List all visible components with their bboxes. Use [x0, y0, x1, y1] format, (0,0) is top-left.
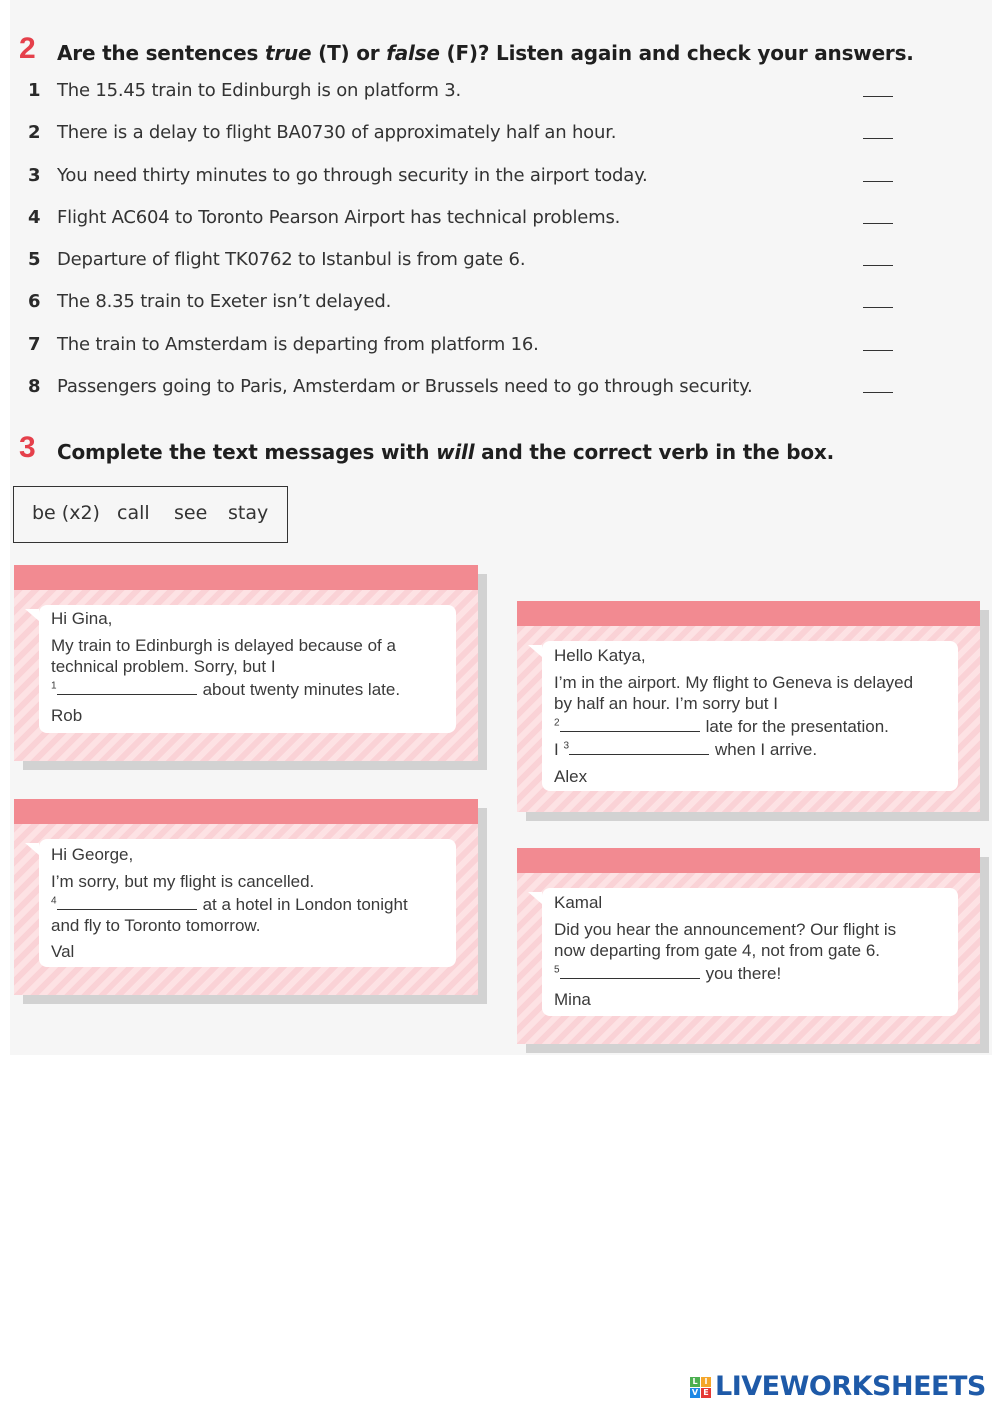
question-text: The 8.35 train to Exeter isn’t delayed. — [57, 291, 392, 312]
logo-letter: I — [701, 1377, 711, 1387]
question-row — [28, 291, 898, 321]
question-number: 3 — [28, 165, 41, 186]
exercise-2-instructions: Are the sentences true (T) or false (F)? Listen again and check your answers. — [57, 41, 914, 65]
message-text: you there! — [705, 964, 782, 983]
answer-blank[interactable] — [863, 223, 893, 224]
card-header-bar — [14, 565, 478, 590]
gap-number: 3 — [563, 740, 570, 752]
message-line: I’m sorry, but my flight is cancelled. — [51, 872, 315, 891]
exercise-3-number: 3 — [19, 431, 36, 464]
question-number: 8 — [28, 376, 41, 397]
message-signature: Rob — [51, 706, 83, 725]
gap-number: 4 — [51, 895, 57, 907]
message-bubble — [39, 839, 456, 967]
word-call: call — [117, 502, 150, 524]
answer-gap-5[interactable] — [560, 964, 700, 979]
message-greeting: Kamal — [554, 893, 603, 912]
question-number: 4 — [28, 207, 41, 228]
question-row — [28, 249, 898, 279]
question-number: 5 — [28, 249, 41, 270]
message-line: technical problem. Sorry, but I — [51, 657, 276, 676]
message-card-gina — [14, 565, 478, 761]
logo-letter: L — [690, 1377, 700, 1387]
message-card-george — [14, 799, 478, 995]
word-box — [13, 486, 288, 543]
question-row — [28, 122, 898, 152]
gap-line-5 — [554, 964, 781, 984]
gap-number: 1 — [51, 680, 57, 692]
question-row — [28, 334, 898, 364]
message-line: My train to Edinburgh is delayed because of a — [51, 636, 396, 655]
message-card-katya — [517, 601, 980, 812]
message-line: now departing from gate 4, not from gate 6. — [554, 941, 881, 960]
word-be: be (x2) — [32, 502, 100, 524]
message-text: late for the presentation. — [705, 717, 889, 736]
gap-line-2 — [554, 717, 889, 737]
card-header-bar — [517, 601, 980, 626]
answer-gap-4[interactable] — [57, 895, 197, 910]
question-text: Passengers going to Paris, Amsterdam or Brussels need to go through security. — [57, 376, 753, 397]
question-text: There is a delay to flight BA0730 of approximately half an hour. — [57, 122, 617, 143]
gap-line-1 — [51, 680, 400, 700]
message-line: and fly to Toronto tomorrow. — [51, 916, 261, 935]
question-text: Departure of flight TK0762 to Istanbul is from gate 6. — [57, 249, 526, 270]
question-number: 6 — [28, 291, 41, 312]
exercise-3-instructions: Complete the text messages with will and the correct verb in the box. — [57, 440, 835, 464]
question-row — [28, 376, 898, 406]
message-text: at a hotel in London tonight — [202, 895, 408, 914]
message-text: about twenty minutes late. — [202, 680, 401, 699]
question-number: 1 — [28, 80, 41, 101]
message-greeting: Hello Katya, — [554, 646, 646, 665]
answer-blank[interactable] — [863, 392, 893, 393]
logo-letter: V — [691, 1388, 699, 1397]
message-bubble — [542, 641, 958, 791]
gap-line-4 — [51, 895, 408, 915]
answer-gap-1[interactable] — [57, 680, 197, 695]
message-line: by half an hour. I’m sorry but I — [554, 694, 778, 713]
message-card-kamal — [517, 848, 980, 1044]
message-text: when I arrive. — [715, 740, 818, 759]
logo-letter: E — [701, 1388, 711, 1398]
answer-blank[interactable] — [863, 96, 893, 97]
question-row — [28, 80, 898, 110]
message-signature: Val — [51, 942, 75, 961]
message-greeting: Hi Gina, — [51, 609, 113, 628]
answer-blank[interactable] — [863, 350, 893, 351]
message-line: Did you hear the announcement? Our flight is — [554, 920, 897, 939]
answer-blank[interactable] — [863, 138, 893, 139]
answer-gap-3[interactable] — [569, 740, 709, 755]
message-signature: Mina — [554, 990, 591, 1009]
question-number: 2 — [28, 122, 41, 143]
message-bubble — [39, 605, 456, 733]
exercise-2-number: 2 — [19, 32, 36, 65]
answer-blank[interactable] — [863, 307, 893, 308]
card-header-bar — [14, 799, 478, 824]
gap-line-3 — [554, 740, 817, 760]
message-bubble — [542, 888, 958, 1016]
answer-gap-2[interactable] — [560, 717, 700, 732]
question-text: You need thirty minutes to go through security in the airport today. — [57, 165, 648, 186]
message-greeting: Hi George, — [51, 845, 134, 864]
gap-number: 5 — [554, 964, 560, 976]
message-signature: Alex — [554, 767, 588, 786]
gap-number: 2 — [554, 717, 560, 729]
question-row — [28, 207, 898, 237]
word-see: see — [174, 502, 208, 524]
question-row — [28, 165, 898, 195]
answer-blank[interactable] — [863, 181, 893, 182]
brand-name: LIVEWORKSHEETS — [715, 1371, 986, 1402]
question-text: The 15.45 train to Edinburgh is on platform 3. — [57, 80, 461, 101]
liveworksheets-icon — [690, 1377, 712, 1399]
card-header-bar — [517, 848, 980, 873]
message-text: I — [554, 740, 559, 759]
question-number: 7 — [28, 334, 41, 355]
word-stay: stay — [228, 502, 269, 524]
question-text: Flight AC604 to Toronto Pearson Airport has technical problems. — [57, 207, 621, 228]
message-line: I’m in the airport. My flight to Geneva is delayed — [554, 673, 914, 692]
answer-blank[interactable] — [863, 265, 893, 266]
question-text: The train to Amsterdam is departing from platform 16. — [57, 334, 539, 355]
